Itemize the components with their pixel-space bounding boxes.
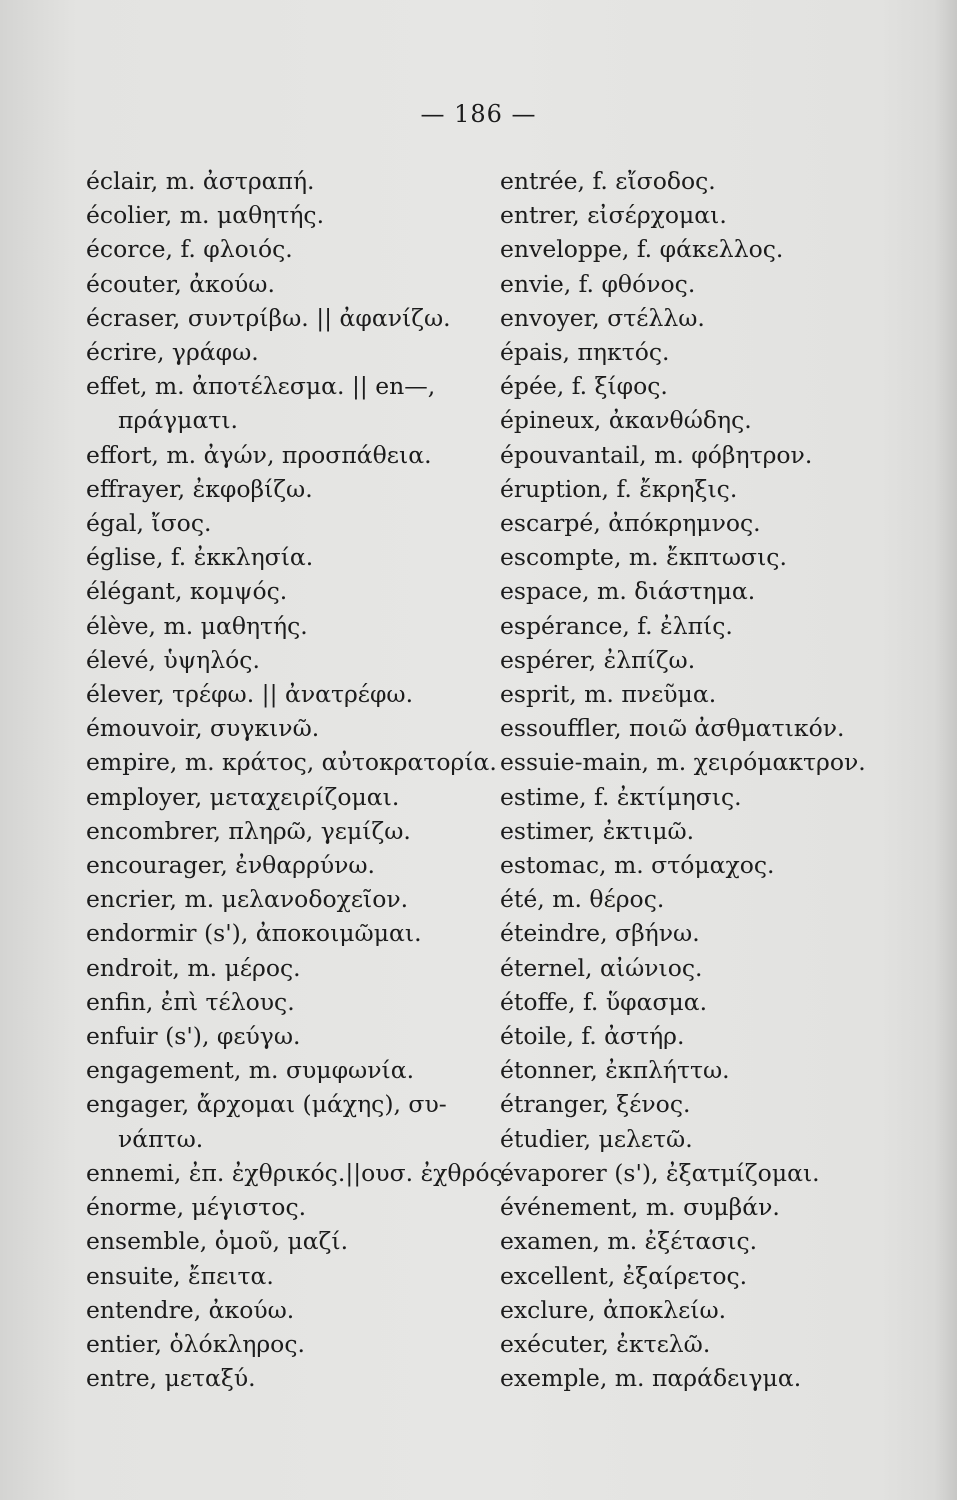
dictionary-entry: égal, ἴσος. (86, 509, 212, 538)
dictionary-entry: engagement, m. συμφωνία. (86, 1056, 415, 1085)
dictionary-entry: émouvoir, συγκινῶ. (86, 714, 320, 743)
dictionary-entry: écolier, m. μαθητής. (86, 201, 325, 230)
dictionary-entry: engager, ἄρχομαι (μάχης), συ- (86, 1090, 447, 1119)
dictionary-entry: estimer, ἐκτιμῶ. (500, 816, 695, 845)
dictionary-entry: entier, ὁλόκληρος. (86, 1329, 305, 1358)
dictionary-entry: entendre, ἀκούω. (86, 1295, 295, 1324)
dictionary-entry: épouvantail, m. φόβητρον. (500, 440, 813, 469)
dictionary-entry: escompte, m. ἔκπτωσις. (500, 543, 787, 572)
dictionary-entry: essouffler, ποιῶ ἀσθματικόν. (500, 714, 845, 743)
dictionary-entry: entrée, f. εἴσοδος. (500, 167, 716, 195)
dictionary-entry: excellent, ἐξαίρετος. (500, 1261, 748, 1290)
dictionary-entry: encrier, m. μελανοδοχεῖον. (86, 885, 409, 914)
dictionary-entry: élégant, κομψός. (86, 577, 288, 606)
dictionary-entry: envie, f. φθόνος. (500, 269, 696, 298)
dictionary-entry: épée, f. ξίφος. (500, 372, 668, 401)
dictionary-entry: évaporer (s'), ἐξατμίζομαι. (500, 1158, 820, 1187)
dictionary-entry: église, f. ἐκκλησία. (86, 543, 314, 572)
left-column (86, 164, 511, 1395)
dictionary-entry: ensuite, ἔπειτα. (86, 1261, 274, 1290)
dictionary-entry: empire, m. κράτος, αὐτοκρατορία. (86, 748, 497, 777)
dictionary-entry: enfin, ἐπὶ τέλους. (86, 987, 295, 1016)
dictionary-entry: épineux, ἀκανθώδης. (500, 406, 752, 435)
dictionary-entry: épais, πηκτός. (500, 338, 670, 367)
dictionary-entry: employer, μεταχειρίζομαι. (86, 782, 400, 811)
dictionary-entry: étudier, μελετῶ. (500, 1124, 693, 1153)
dictionary-entry: espace, m. διάστημα. (500, 577, 756, 606)
dictionary-entry: exécuter, ἐκτελῶ. (500, 1329, 711, 1358)
dictionary-entry: écrire, γράφω. (86, 338, 259, 367)
dictionary-entry: ennemi, ἐπ. ἐχθρικός.||ουσ. ἐχθρός. (86, 1158, 511, 1187)
dictionary-entry: écouter, ἀκούω. (86, 269, 275, 298)
dictionary-entry: étoile, f. ἀστήρ. (500, 1022, 685, 1051)
dictionary-entry: estime, f. ἐκτίμησις. (500, 782, 742, 811)
dictionary-entry: ensemble, ὁμοῦ, μαζί. (86, 1227, 349, 1256)
dictionary-entry: énorme, μέγιστος. (86, 1193, 307, 1222)
dictionary-entry: éruption, f. ἔκρηξις. (500, 474, 738, 503)
dictionary-entry: été, m. θέρος. (500, 885, 665, 914)
dictionary-entry: éternel, αἰώνιος. (500, 953, 703, 982)
entry-continuation: πράγματι. (118, 406, 239, 435)
page-edge-shadow (935, 0, 957, 1500)
dictionary-entry: étranger, ξένος. (500, 1090, 691, 1119)
dictionary-entry: essuie-main, m. χειρόμακτρον. (500, 748, 866, 777)
dictionary-entry: endroit, m. μέρος. (86, 953, 301, 982)
dictionary-entry: éclair, m. ἀστραπή. (86, 167, 315, 195)
dictionary-entry: éteindre, σβήνω. (500, 919, 700, 948)
dictionary-entry: encombrer, πληρῶ, γεμίζω. (86, 816, 411, 845)
dictionary-entry: écorce, f. φλοιός. (86, 235, 293, 264)
dictionary-entry: espérance, f. ἐλπίς. (500, 611, 733, 640)
dictionary-entry: endormir (s'), ἀποκοιμῶμαι. (86, 919, 422, 948)
dictionary-entry: élève, m. μαθητής. (86, 611, 308, 640)
dictionary-entry: effrayer, ἐκφοβίζω. (86, 474, 313, 503)
dictionary-entry: élevé, ὑψηλός. (86, 645, 260, 674)
page-number: — 186 — (420, 100, 537, 128)
dictionary-entry: encourager, ἐνθαρρύνω. (86, 851, 376, 880)
dictionary-entry: envoyer, στέλλω. (500, 303, 705, 332)
dictionary-entry: espérer, ἐλπίζω. (500, 645, 696, 674)
dictionary-entry: événement, m. συμβάν. (500, 1193, 780, 1222)
dictionary-entry: entre, μεταξύ. (86, 1364, 256, 1393)
dictionary-entry: escarpé, ἀπόκρημνος. (500, 509, 761, 538)
dictionary-entry: élever, τρέφω. || ἀνατρέφω. (86, 680, 414, 709)
dictionary-entry: exclure, ἀποκλείω. (500, 1295, 727, 1324)
dictionary-entry: effort, m. ἀγών, προσπάθεια. (86, 440, 432, 469)
dictionary-entry: effet, m. ἀποτέλεσμα. || en—, (86, 372, 436, 401)
dictionary-entry: examen, m. ἐξέτασις. (500, 1227, 758, 1256)
dictionary-entry: estomac, m. στόμαχος. (500, 851, 775, 880)
dictionary-entry: exemple, m. παράδειγμα. (500, 1364, 802, 1393)
dictionary-entry: étonner, ἐκπλήττω. (500, 1056, 730, 1085)
right-column (500, 164, 940, 1395)
dictionary-entry: écraser, συντρίβω. || ἀφανίζω. (86, 303, 451, 332)
dictionary-entry: esprit, m. πνεῦμα. (500, 680, 717, 709)
dictionary-entry: enfuir (s'), φεύγω. (86, 1022, 301, 1051)
dictionary-entry: enveloppe, f. φάκελλος. (500, 235, 784, 264)
dictionary-entry: étoffe, f. ὕφασμα. (500, 987, 708, 1016)
entry-continuation: νάπτω. (118, 1124, 204, 1153)
dictionary-entry: entrer, εἰσέρχομαι. (500, 201, 727, 230)
